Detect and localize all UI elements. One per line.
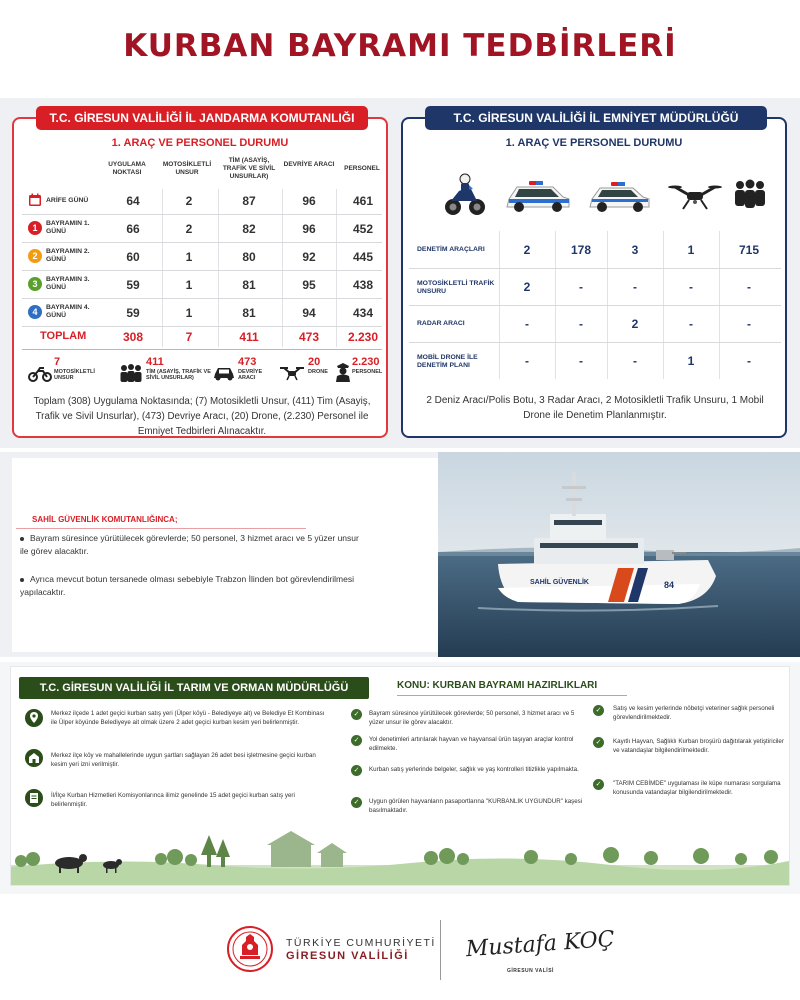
cell: - — [633, 354, 637, 368]
cell: 64 — [126, 194, 140, 208]
total-label: TOPLAM — [40, 330, 87, 342]
cell: 715 — [738, 243, 760, 257]
check-icon: ✓ — [593, 737, 604, 748]
cell: 178 — [570, 243, 592, 257]
cell: 59 — [126, 278, 140, 292]
cell: 445 — [352, 250, 374, 264]
tarim-mid-item: Bayram süresince yürütülecek görevlerde; 50 personel, 3 hizmet aracı ve 5 yüzer unsur ile görev alacaktır. — [369, 710, 575, 726]
total-cell: 473 — [298, 330, 320, 344]
table-row — [409, 342, 781, 379]
calendar-icon — [28, 193, 42, 207]
cell: 1 — [687, 354, 695, 368]
cell: 2 — [185, 222, 193, 236]
cell: 1 — [185, 250, 193, 264]
summary-label: DRONE — [308, 369, 328, 375]
number-badge: 3 — [28, 277, 42, 291]
document-icon — [25, 789, 43, 807]
cell: 2 — [523, 243, 531, 257]
summary-number: 473 — [238, 356, 257, 368]
cell: - — [689, 280, 693, 294]
emniyet-subheader: 1. ARAÇ VE PERSONEL DURUMU — [505, 137, 683, 149]
row-divider — [22, 298, 382, 299]
footer — [0, 905, 800, 1000]
row-divider — [22, 270, 382, 271]
sahil-card — [12, 458, 452, 652]
summary-label: DEVRİYE ARACI — [238, 369, 263, 381]
cell: 82 — [242, 222, 256, 236]
cell: 87 — [242, 194, 256, 208]
cell: 94 — [302, 306, 316, 320]
cell: 1 — [185, 306, 193, 320]
number-badge: 4 — [28, 305, 42, 319]
cell: - — [579, 280, 583, 294]
col-header-uygulama: UYGULAMA NOKTASI — [108, 161, 146, 176]
total-row — [18, 325, 386, 350]
summary-number: 2.230 — [352, 356, 380, 368]
emniyet-panel — [401, 111, 787, 438]
tarim-mid-item: Yol denetimleri artırılarak hayvan ve hayvansal ürün taşıyan araçlar kontrol edilmekte. — [369, 736, 574, 752]
cell: 452 — [352, 222, 374, 236]
emniyet-summary-text: 2 Deniz Aracı/Polis Botu, 3 Radar Aracı, 2 Motosikletli Trafik Unsuru, 1 Mobil Drone ile Denetim Planlanmıştır. — [426, 395, 764, 421]
cell: 2 — [185, 194, 193, 208]
drone-icon — [278, 365, 306, 381]
personnel-icon — [733, 179, 767, 209]
cell: - — [579, 354, 583, 368]
cell: 434 — [352, 306, 374, 320]
row-label: DENETİM ARAÇLARI — [417, 246, 485, 253]
row-label: MOTOSİKLETLİ TRAFİK UNSURU — [417, 280, 495, 295]
check-icon: ✓ — [351, 765, 362, 776]
cell: 81 — [242, 306, 256, 320]
cell: - — [747, 317, 751, 331]
signature-text: Mustafa KOÇ — [465, 926, 616, 963]
cell: 2 — [523, 280, 531, 294]
sahil-bullet-text: Ayrıca mevcut botun tersanede olması sebebiyle Trabzon İlinden bot görevlendirilmesi yapılacaktır. — [20, 574, 354, 597]
jandarma-panel — [12, 111, 388, 438]
tarim-konu: KONU: KURBAN BAYRAMI HAZIRLIKLARI — [397, 680, 627, 696]
officer-icon — [334, 362, 352, 382]
total-cell: 308 — [122, 330, 144, 344]
col-header-devriye: DEVRİYE ARACI — [283, 161, 335, 168]
row-label: BAYRAMIN 1. GÜNÜ — [46, 220, 90, 235]
col-header-personel: PERSONEL — [344, 165, 380, 172]
cell: 60 — [126, 250, 140, 264]
check-icon: ✓ — [593, 705, 604, 716]
cell: 3 — [631, 243, 639, 257]
cell: 1 — [687, 243, 695, 257]
sahil-title: SAHİL GÜVENLİK KOMUTANLIĞINCA; — [32, 515, 178, 524]
tarim-right-item: Satış ve kesim yerlerinde nöbetçi veteriner sağlık personeli görevlendirilmektedir. — [613, 705, 775, 721]
table-row — [18, 301, 386, 326]
cell: - — [747, 280, 751, 294]
jandarma-summary-text: Toplam (308) Uygulama Noktasında; (7) Motosikletli Unsur, (411) Tim (Asayiş, Trafik ve Sivil Unsurlar), (473) Devriye Aracı, (20) Drone, (2.230) Personel ile Emniyet Tedbirleri Alınacaktır. — [33, 396, 371, 437]
cell: - — [579, 317, 583, 331]
row-label: BAYRAMIN 2. GÜNÜ — [46, 248, 90, 263]
jandarma-header: T.C. GİRESUN VALİLİĞİ İL JANDARMA KOMUTANLIĞI — [36, 106, 368, 130]
row-divider — [22, 214, 382, 215]
cell: 95 — [302, 278, 316, 292]
ship-hull-label: SAHİL GÜVENLİK — [530, 579, 589, 586]
bullet-dot — [20, 578, 24, 582]
cell: 438 — [352, 278, 374, 292]
summary-label: MOTOSİKLETLİ UNSUR — [54, 369, 95, 381]
table-row — [409, 231, 781, 268]
total-cell: 2.230 — [347, 330, 379, 344]
tarim-left-item: İl/İlçe Kurban Hizmetleri Komisyonlarınca ilimiz genelinde 15 adet geçici kurban satış yeri belirlenmiştir. — [51, 792, 295, 808]
cell: 461 — [352, 194, 374, 208]
cell: - — [689, 317, 693, 331]
tarim-right-item: "TARIM CEBİMDE" uygulaması ile küpe numarası sorgulama konusunda vatandaşlar bilgilendirilmektedir. — [613, 780, 781, 796]
tarim-right-item: Kayıtlı Hayvan, Sağlıklı Kurban broşürü dağıtılarak yetiştiriciler ve vatandaşlar bilgilendirilmektedir. — [613, 738, 784, 754]
cell: 81 — [242, 278, 256, 292]
jandarma-subheader: 1. ARAÇ VE PERSONEL DURUMU — [111, 137, 289, 149]
coast-guard-ship-image — [438, 452, 800, 657]
cell: 96 — [302, 222, 316, 236]
motorcycle-icon — [28, 366, 52, 382]
cell: 66 — [126, 222, 140, 236]
governor-signature — [462, 919, 616, 969]
cell: - — [633, 280, 637, 294]
summary-label: TİM (ASAYİŞ, TRAFİK VE SİVİL UNSURLAR) — [146, 369, 211, 381]
total-cell: 7 — [185, 330, 193, 344]
cell: - — [525, 354, 529, 368]
sahil-divider — [16, 528, 306, 529]
row-label: ARİFE GÜNÜ — [46, 197, 89, 204]
tarim-mid-item: Kurban satış yerlerinde belgeler, sağlık ve yaş kontrolleri titizlikle yapılmakta. — [369, 766, 579, 773]
check-icon: ✓ — [351, 797, 362, 808]
table-row — [18, 245, 386, 270]
signature-title: GİRESUN VALİSİ — [507, 968, 554, 974]
summary-label: PERSONEL — [352, 369, 383, 375]
row-label: RADAR ARACI — [417, 320, 465, 327]
jandarma-summary — [22, 356, 386, 390]
row-divider — [22, 242, 382, 243]
farm-icon — [25, 749, 43, 767]
location-icon — [25, 709, 43, 727]
radar-car-icon — [587, 179, 653, 215]
footer-line1: TÜRKİYE CUMHURİYETİ — [286, 937, 436, 949]
tarim-header: T.C. GİRESUN VALİLİĞİ İL TARIM VE ORMAN MÜDÜRLÜĞÜ — [19, 677, 369, 699]
row-label: BAYRAMIN 3. GÜNÜ — [46, 276, 90, 291]
footer-line2: GİRESUN VALİLİĞİ — [286, 950, 409, 962]
sahil-bullet — [20, 573, 360, 599]
row-label: MOBİL DRONE İLE DENETİM PLANI — [417, 354, 478, 369]
sahil-bullet-text: Bayram süresince yürütülecek görevlerde; 50 personel, 3 hizmet aracı ve 5 yüzer unsur ile görev alacaktır. — [20, 533, 359, 556]
check-icon: ✓ — [351, 709, 362, 720]
jandarma-column-headers — [98, 157, 388, 193]
tarim-mid-item: Uygun görülen hayvanların pasaportlarına "KURBANLIK UYGUNDUR" kaşesi basılmaktadır. — [369, 798, 583, 814]
row-divider — [22, 349, 382, 350]
tarim-card — [10, 666, 790, 886]
total-cell: 411 — [239, 330, 259, 344]
emniyet-icon-row — [431, 171, 771, 221]
summary-number: 20 — [308, 356, 321, 368]
cell: 59 — [126, 306, 140, 320]
row-label: BAYRAMIN 4. GÜNÜ — [46, 304, 90, 319]
ship-hull-number: 84 — [664, 580, 675, 590]
police-car-icon — [503, 177, 573, 215]
col-header-motosikletli: MOTOSİKLETLİ UNSUR — [162, 161, 212, 176]
cell: 96 — [302, 194, 316, 208]
check-icon: ✓ — [351, 735, 362, 746]
table-row — [18, 273, 386, 298]
emniyet-header: T.C. GİRESUN VALİLİĞİ İL EMNİYET MÜDÜRLÜĞÜ — [425, 106, 767, 130]
table-row — [18, 217, 386, 242]
people-icon — [118, 364, 144, 382]
farm-landscape-illustration — [11, 825, 789, 885]
drone-icon — [667, 181, 723, 211]
cell: 1 — [185, 278, 193, 292]
page-title: KURBAN BAYRAMI TEDBİRLERİ — [123, 28, 677, 64]
footer-divider — [440, 920, 441, 980]
table-row — [409, 305, 781, 342]
cell: 92 — [302, 250, 316, 264]
tarim-left-item: Merkez ilçede 1 adet geçici kurban satış yeri (Ülper köyü - Belediyeye ait) ve Belediye Et Kombinası ile Ülper köyünde Belediyeye ait olmak üzere 2 adet geçici kurban kesim yeri belirlenmiştir. — [51, 710, 325, 726]
sahil-bullet — [20, 532, 360, 558]
car-icon — [212, 365, 236, 381]
valilik-seal-logo — [226, 925, 274, 973]
col-header-tim: TİM (ASAYİŞ, TRAFİK VE SİVİL UNSURLAR) — [222, 157, 276, 180]
table-row — [18, 189, 386, 214]
table-row — [409, 268, 781, 305]
cell: - — [525, 317, 529, 331]
cell: 2 — [631, 317, 639, 331]
summary-number: 411 — [146, 356, 164, 368]
number-badge: 2 — [28, 249, 42, 263]
police-motorcycle-icon — [443, 171, 487, 217]
number-badge: 1 — [28, 221, 42, 235]
cell: 80 — [242, 250, 256, 264]
check-icon: ✓ — [593, 779, 604, 790]
bullet-dot — [20, 537, 24, 541]
summary-number: 7 — [54, 356, 61, 368]
tarim-left-item: Merkez ilçe köy ve mahallelerinde uygun şartları sağlayan 26 adet besi işletmesine geçici kurban kesim yeri izni verilmiştir. — [51, 752, 316, 768]
cell: - — [747, 354, 751, 368]
